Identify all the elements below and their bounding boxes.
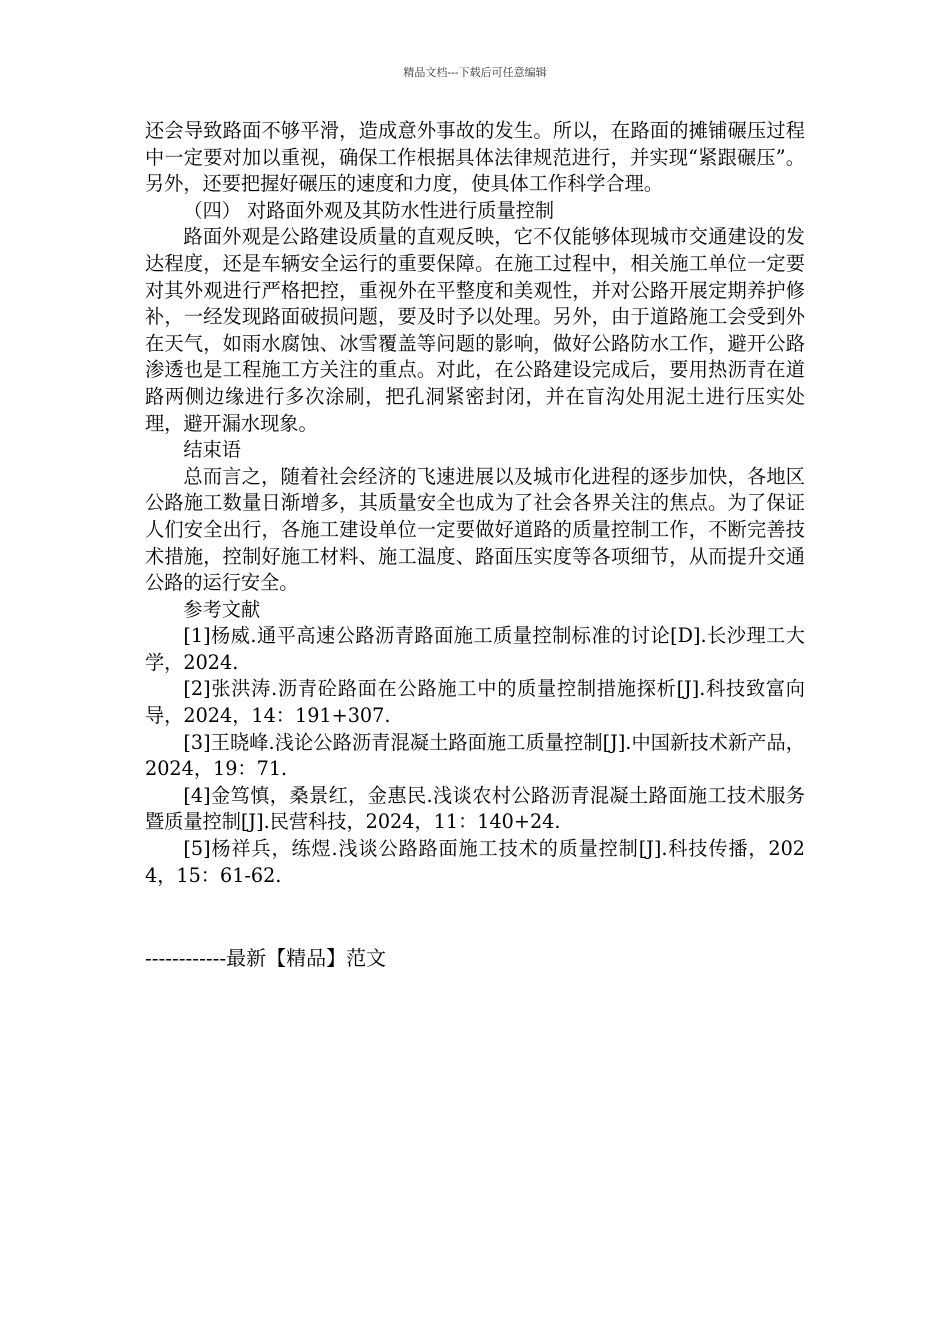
paragraph-conclusion: 总而言之，随着社会经济的飞速进展以及城市化进程的逐步加快，各地区公路施工数量日渐增多，其质量安全也成为了社会各界关注的焦点。为了保证人们安全出行，各施工建设单位一定要做好道路的质量控制工作，不断完善技术措施，控制好施工材料、施工温度、路面压实度等各项细节，从而提升交通公路的运行安全。 [145,464,805,595]
page-header: 精品文档---下载后可任意编辑 [403,66,547,79]
reference-item-2: [2]张洪涛.沥青砼路面在公路施工中的质量控制措施探析[J].科技致富向导，2024，14：191+307. [145,677,805,728]
reference-item-5: [5]杨祥兵，练煜.浅谈公路路面施工技术的质量控制[J].科技传播，2024，15：61-62. [145,837,805,887]
reference-item-3: [3]王晓峰.浅论公路沥青混凝土路面施工质量控制[J].中国新技术新产品，2024，19：71. [145,730,805,781]
references-heading: 参考文献 [183,597,261,621]
paragraph-appearance: 路面外观是公路建设质量的直观反映，它不仅能够体现城市交通建设的发达程度，还是车辆安全运行的重要保障。在施工过程中，相关施工单位一定要对其外观进行严格把控，重视外在平整度和美观性，并对公路开展定期养护修补，一经发现路面破损问题，要及时予以处理。另外，由于道路施工会受到外在天气，如雨水腐蚀、冰雪覆盖等问题的影响，做好公路防水工作，避开公路渗透也是工程施工方关注的重点。对此，在公路建设完成后，要用热沥青在道路两侧边缘进行多次涂刷，把孔洞紧密封闭，并在盲沟处用泥土进行压实处理，避开漏水现象。 [145,225,805,435]
section-heading-4: （四） 对路面外观及其防水性进行质量控制 [183,198,555,222]
conclusion-heading: 结束语 [183,438,241,462]
document-body [145,118,805,889]
page-footer: ------------最新【精品】范文 [145,946,387,970]
paragraph-continued-text: 还会导致路面不够平滑，造成意外事故的发生。所以，在路面的摊铺碾压过程中一定要对加以重视，确保工作根据具体法律规范进行，并实现“紧跟碾压”。另外，还要把握好碾压的速度和力度，使具体工作科学合理。 [145,119,805,196]
reference-item-4: [4]金笃慎，桑景红，金惠民.浅谈农村公路沥青混凝土路面施工技术服务暨质量控制[J].民营科技，2024，11：140+24. [145,783,805,834]
reference-item-1: [1]杨威.通平高速公路沥青路面施工质量控制标准的讨论[D].长沙理工大学，2024. [145,624,805,674]
